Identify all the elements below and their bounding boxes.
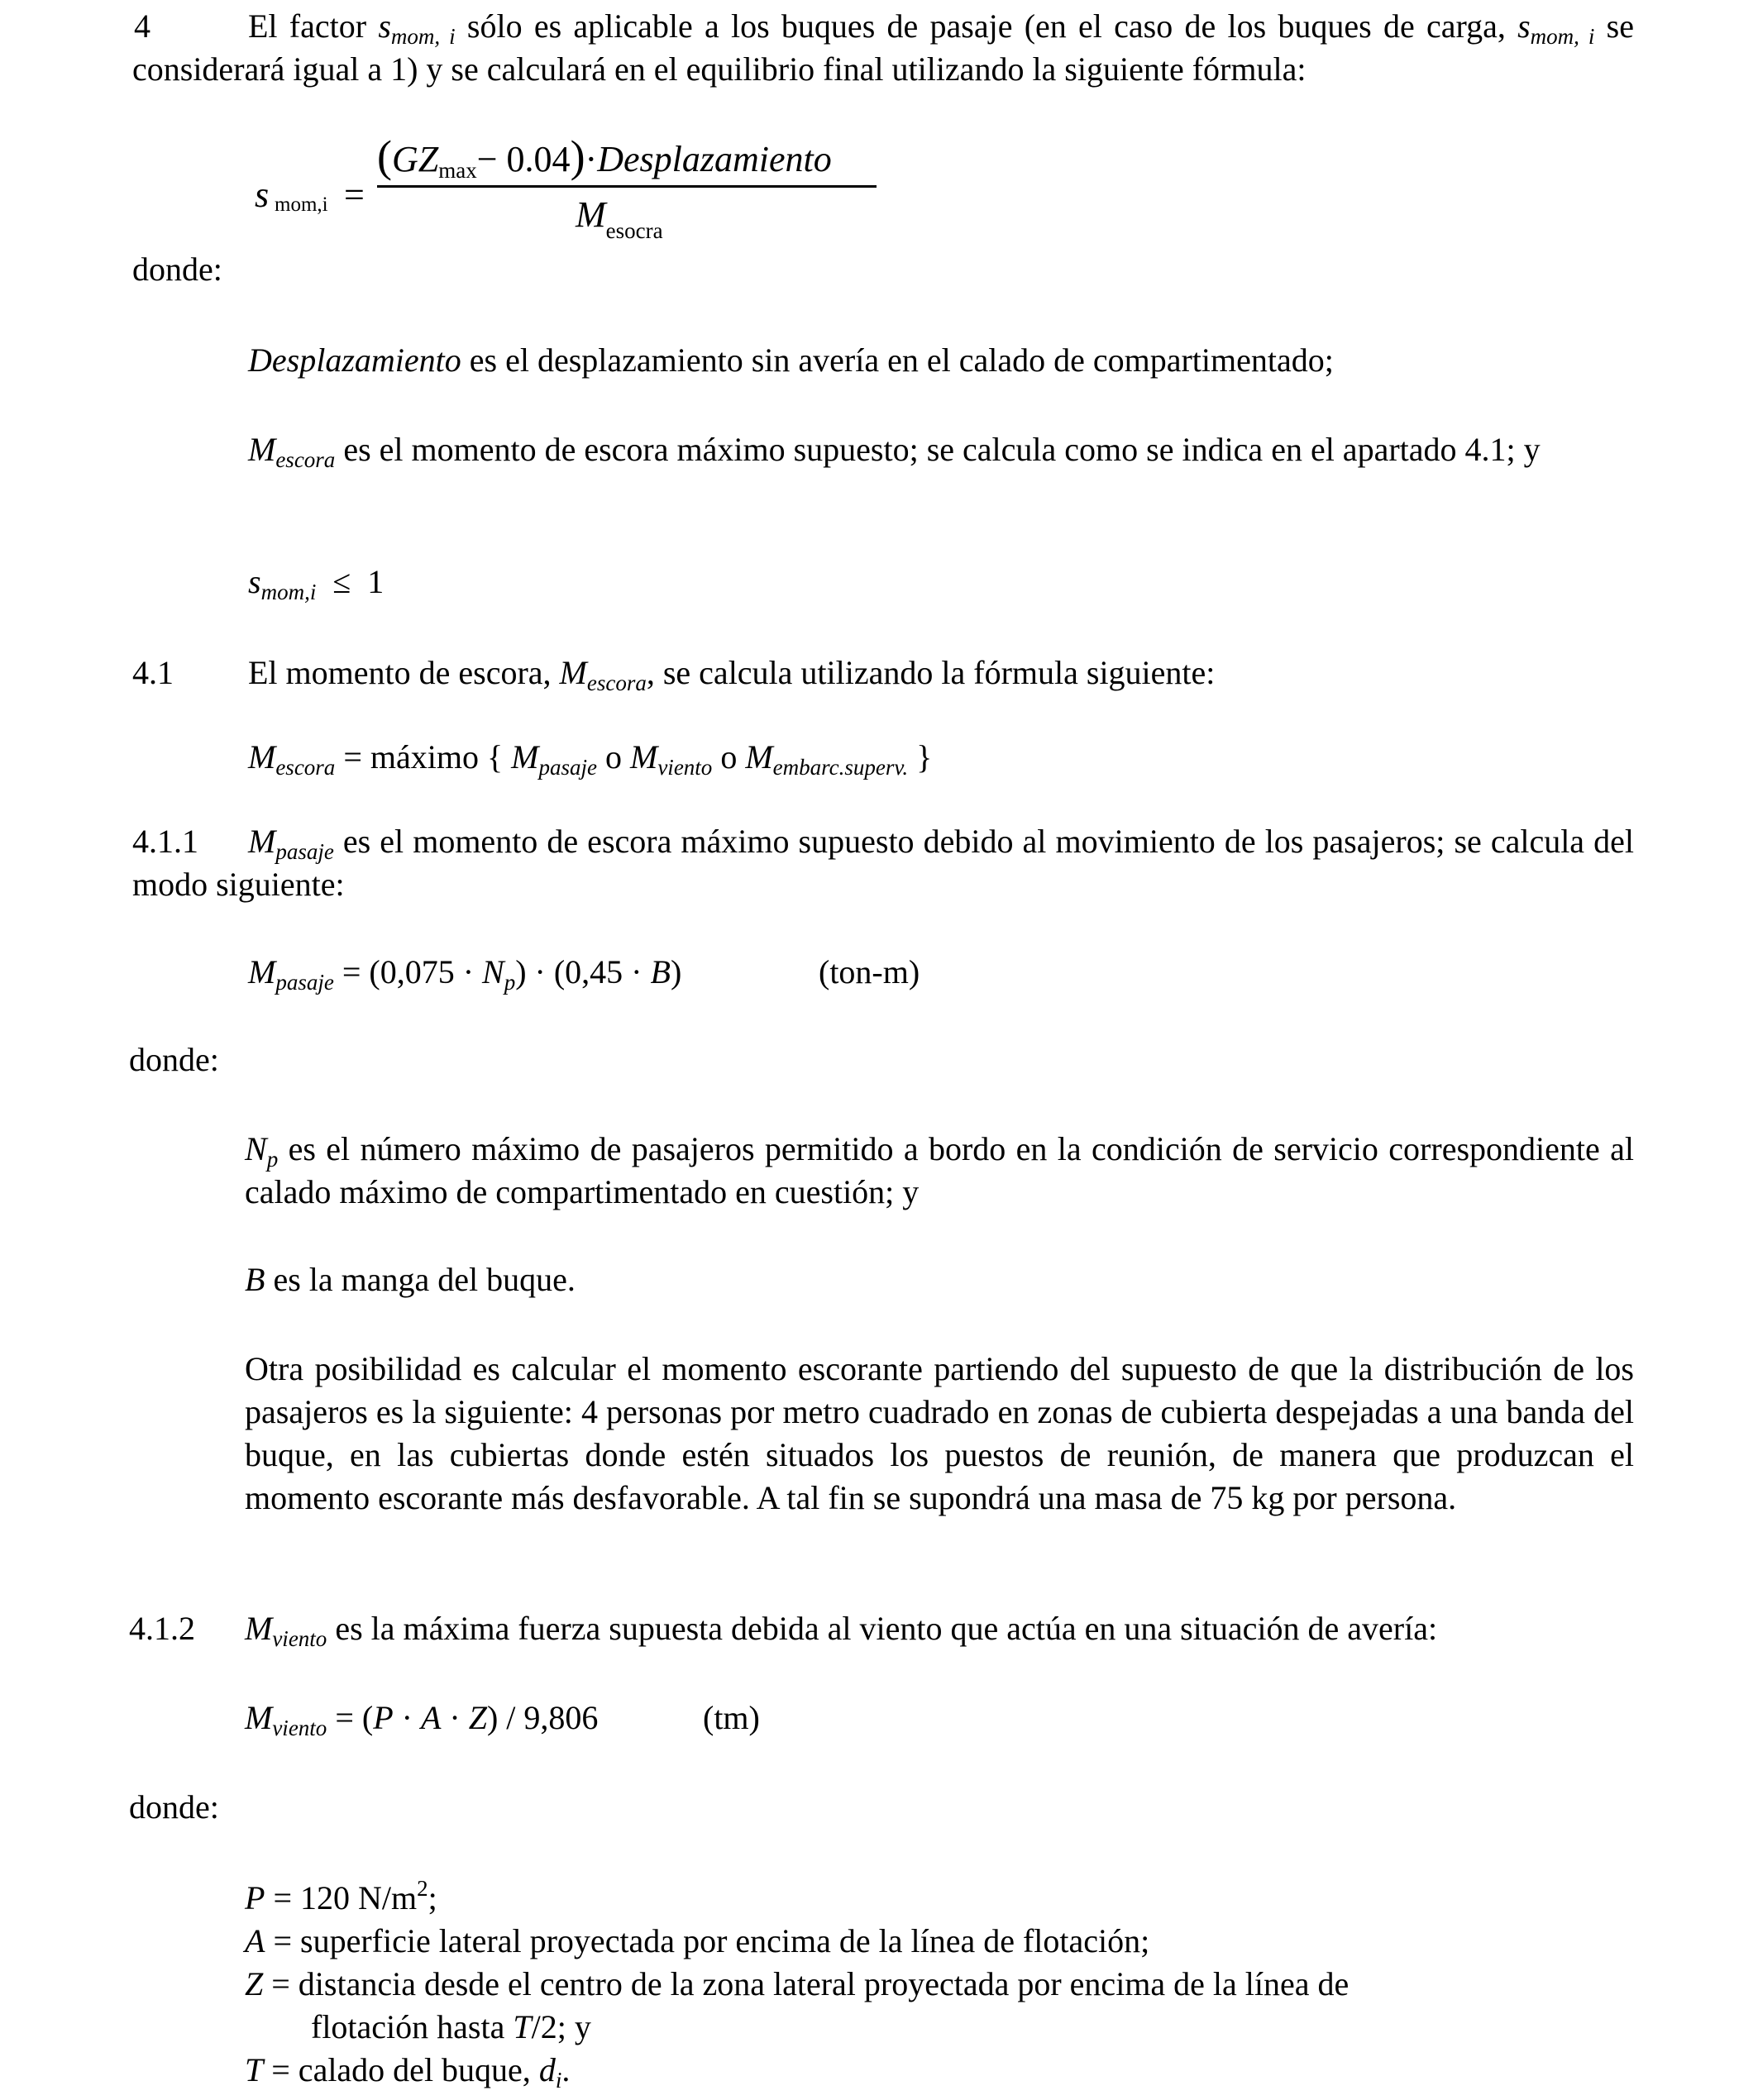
donde-label-2: donde:	[129, 1041, 219, 1078]
paragraph-4-1-2: $M_{viento}$ es la máxima fuerza supuesta debida al viento que actúa en una situación de avería:	[245, 1610, 1438, 1651]
definition-np: $N_p$ es el número máximo de pasajeros permitido a bordo en la condición de servicio correspondiente al calado máximo de compartimentado en cuestión; y	[245, 1130, 1634, 1210]
definition-t: T = calado del buque, $d_i$.	[245, 2051, 571, 2093]
formula-mpasaje: $M_{pasaje} = (0,075 \cdot N_p) \cdot (0,45 \cdot B)$	[248, 953, 682, 995]
definition-b: B es la manga del buque.	[245, 1261, 576, 1298]
paragraph-4-1: El momento de escora, $M_{escora}$, se calcula utilizando la fórmula siguiente:	[248, 654, 1216, 695]
unit-ton-m: (ton-m)	[819, 953, 920, 990]
formula-mescora: $M_{escora}$ = máximo { $M_{pasaje}$ o $M_{viento}$ o $M_{embarc.superv.}$ }	[248, 738, 933, 780]
smom-constraint: $s_{mom,i} \le 1$	[248, 563, 385, 604]
formula-smom: s mom,i = ($GZ_{max}-$ 0.04)·Desplazamiento $M_{esocra}$	[248, 131, 910, 246]
paragraph-4-1-1: $M_{pasaje}$ es el momento de escora máximo supuesto debido al movimiento de los pasajeros; se calcula del modo siguiente:	[132, 823, 1634, 903]
fraction-bar	[377, 185, 877, 188]
paragraph-number-4: 4	[134, 7, 150, 45]
paragraph-number-4-1-1: 4.1.1	[132, 823, 198, 860]
definition-a: A = superficie lateral proyectada por encima de la línea de flotación;	[245, 1922, 1150, 1959]
definition-z-continuation: flotación hasta T/2; y	[311, 2008, 591, 2045]
formula-mviento: $M_{viento} = (P \cdot A \cdot Z) / 9,806$	[245, 1699, 599, 1740]
paragraph-4: El factor $s_{mom, i}$ sólo es aplicable a los buques de pasaje (en el caso de los buques de carga, $s_{mom, i}$ se considerará igual a 1) y se calculará en el equilibrio final utilizando la siguiente fórmula:	[132, 7, 1634, 88]
formula-numerator: ($GZ_{max}-$ 0.04)·Desplazamiento	[377, 131, 832, 183]
definition-desplazamiento: Desplazamiento es el desplazamiento sin avería en el calado de compartimentado;	[248, 341, 1334, 379]
unit-tm: (tm)	[703, 1699, 760, 1736]
donde-label-1: donde:	[132, 251, 222, 288]
paragraph-otra-posibilidad: Otra posibilidad es calcular el momento escorante partiendo del supuesto de que la distribución de los pasajeros es la siguiente: 4 personas por metro cuadrado en zonas de cubierta despejadas a una banda del buque, en las cubiertas donde estén situados los puestos de reunión, de manera que produzcan el momento escorante más desfavorable. A tal fin se supondrá una masa de 75 kg por persona.	[245, 1350, 1634, 1516]
definition-mescora: $M_{escora}$ es el momento de escora máximo supuesto; se calcula como se indica en el apartado 4.1; y	[248, 431, 1541, 472]
formula-denominator: $M_{esocra}$	[576, 194, 663, 243]
definition-p: P = 120 $N/m^2$;	[245, 1876, 437, 1916]
paragraph-number-4-1-2: 4.1.2	[129, 1610, 195, 1647]
paragraph-number-4-1: 4.1	[132, 654, 174, 691]
definition-z: Z = distancia desde el centro de la zona lateral proyectada por encima de la línea de	[245, 1965, 1350, 2002]
donde-label-3: donde:	[129, 1788, 219, 1826]
